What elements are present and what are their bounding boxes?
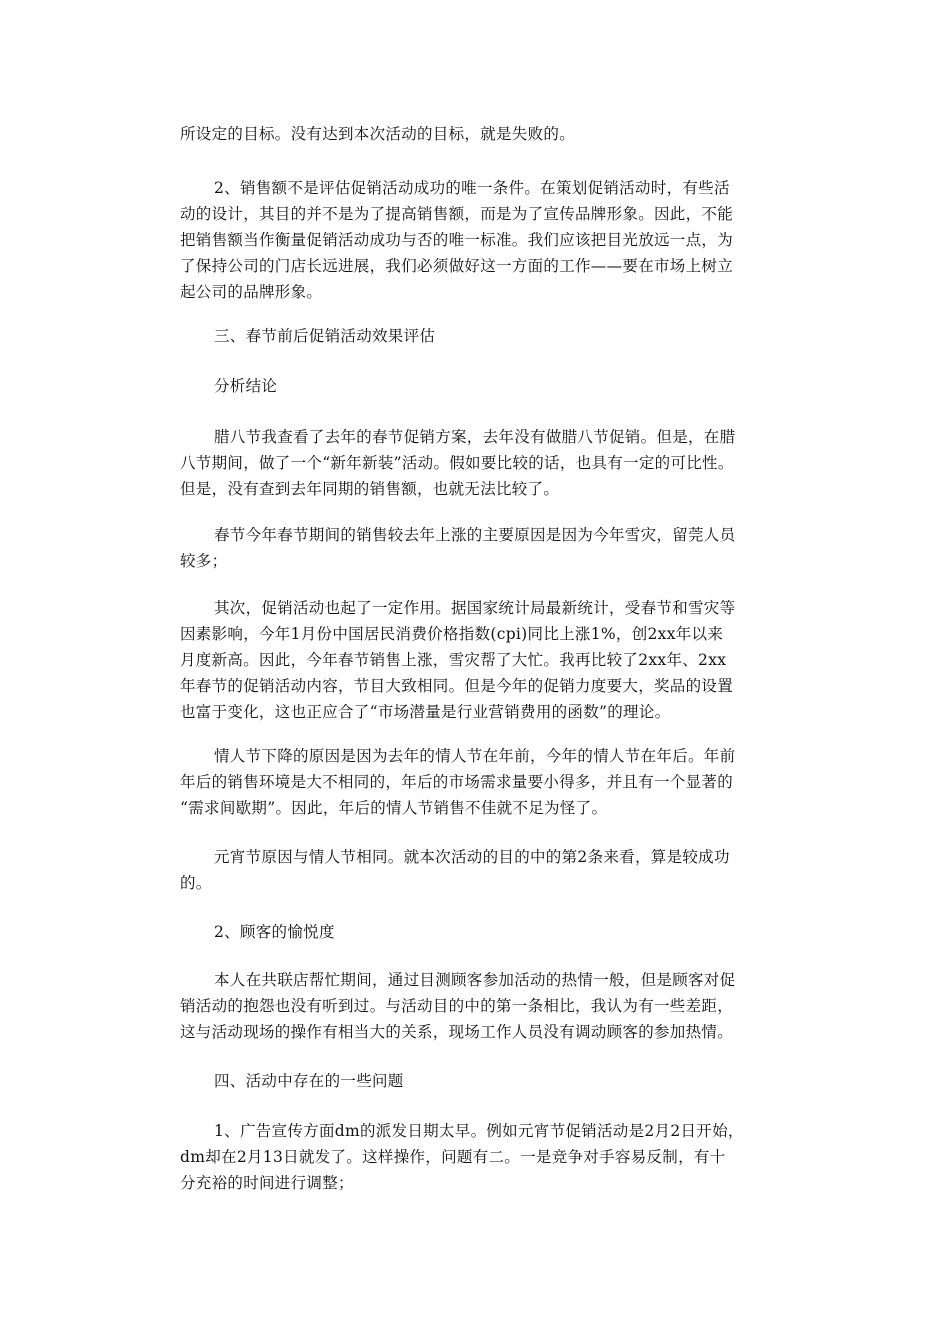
paragraph-spring-festival xyxy=(180,522,792,574)
text-line: 动的设计，其目的并不是为了提高销售额，而是为了宣传品牌形象。因此，不能 xyxy=(180,205,734,223)
text-line: 三、春节前后促销活动效果评估 xyxy=(214,327,436,345)
paragraph-customer-observation xyxy=(180,967,792,1045)
text-line: 较多； xyxy=(180,552,228,570)
text-line: 年春节的促销活动内容，节目大致相同。但是今年的促销力度要大，奖品的设置 xyxy=(180,677,734,695)
text-line: 因素影响，今年1月份中国居民消费价格指数(cpi)同比上涨1%，创2xx年以来 xyxy=(180,625,724,643)
text-line: 了保持公司的门店长远进展，我们必须做好这一方面的工作——要在市场上树立 xyxy=(180,257,734,275)
text-line: 四、活动中存在的一些问题 xyxy=(214,1072,404,1090)
text-line: 其次，促销活动也起了一定作用。据国家统计局最新统计，受春节和雪灾等 xyxy=(214,599,736,617)
text-line: 腊八节我查看了去年的春节促销方案，去年没有做腊八节促销。但是，在腊 xyxy=(214,428,736,446)
text-line: “需求间歇期”。因此，年后的情人节销售不佳就不足为怪了。 xyxy=(180,799,608,817)
text-line: 2、顾客的愉悦度 xyxy=(214,923,335,941)
text-line: dm却在2月13日就发了。这样操作，问题有二。一是竞争对手容易反制，有十 xyxy=(180,1148,726,1166)
text-line: 年后的销售环境是大不相同的，年后的市场需求量要小得多，并且有一个显著的 xyxy=(180,773,734,791)
section-heading-4 xyxy=(180,1068,792,1094)
text-line: 1、广告宣传方面dm的派发日期太早。例如元宵节促销活动是2月2日开始， xyxy=(214,1122,744,1140)
paragraph-laba-festival xyxy=(180,424,792,502)
text-line: 也富于变化，这也正应合了“市场潜量是行业营销费用的函数”的理论。 xyxy=(180,703,671,721)
paragraph-sales-not-only-criterion xyxy=(180,175,792,305)
text-line: 分充裕的时间进行调整； xyxy=(180,1174,354,1192)
text-line: 分析结论 xyxy=(214,377,278,395)
text-line: 月度新高。因此，今年春节销售上涨，雪灾帮了大忙。我再比较了2xx年、2xx xyxy=(180,651,727,669)
text-line: 起公司的品牌形象。 xyxy=(180,283,323,301)
text-line: 销活动的抱怨也没有听到过。与活动目的中的第一条相比，我认为有一些差距， xyxy=(180,997,734,1015)
text-line: 2、销售额不是评估促销活动成功的唯一条件。在策划促销活动时，有些活 xyxy=(214,179,730,197)
subheading-customer-satisfaction xyxy=(180,919,792,945)
text-line: 所设定的目标。没有达到本次活动的目标，就是失败的。 xyxy=(180,125,576,143)
text-line: 的。 xyxy=(180,874,212,892)
text-line: 元宵节原因与情人节相同。就本次活动的目的中的第2条来看，算是较成功 xyxy=(214,848,730,866)
subheading-analysis xyxy=(180,373,792,399)
paragraph-promotion-effect xyxy=(180,595,792,725)
text-line: 本人在共联店帮忙期间，通过目测顾客参加活动的热情一般，但是顾客对促 xyxy=(214,971,736,989)
section-heading-3 xyxy=(180,323,792,349)
paragraph-valentines-day xyxy=(180,743,792,821)
paragraph-dm-distribution xyxy=(180,1118,792,1196)
paragraph-goal-conclusion xyxy=(180,121,792,147)
text-line: 情人节下降的原因是因为去年的情人节在年前，今年的情人节在年后。年前 xyxy=(214,747,736,765)
text-line: 但是，没有查到去年同期的销售额，也就无法比较了。 xyxy=(180,480,560,498)
text-line: 这与活动现场的操作有相当大的关系，现场工作人员没有调动顾客的参加热情。 xyxy=(180,1023,734,1041)
text-line: 把销售额当作衡量促销活动成功与否的唯一标准。我们应该把目光放远一点，为 xyxy=(180,231,734,249)
text-line: 春节今年春节期间的销售较去年上涨的主要原因是因为今年雪灾，留莞人员 xyxy=(214,526,736,544)
text-line: 八节期间，做了一个“新年新装”活动。假如要比较的话，也具有一定的可比性。 xyxy=(180,454,734,472)
paragraph-lantern-festival xyxy=(180,844,792,896)
